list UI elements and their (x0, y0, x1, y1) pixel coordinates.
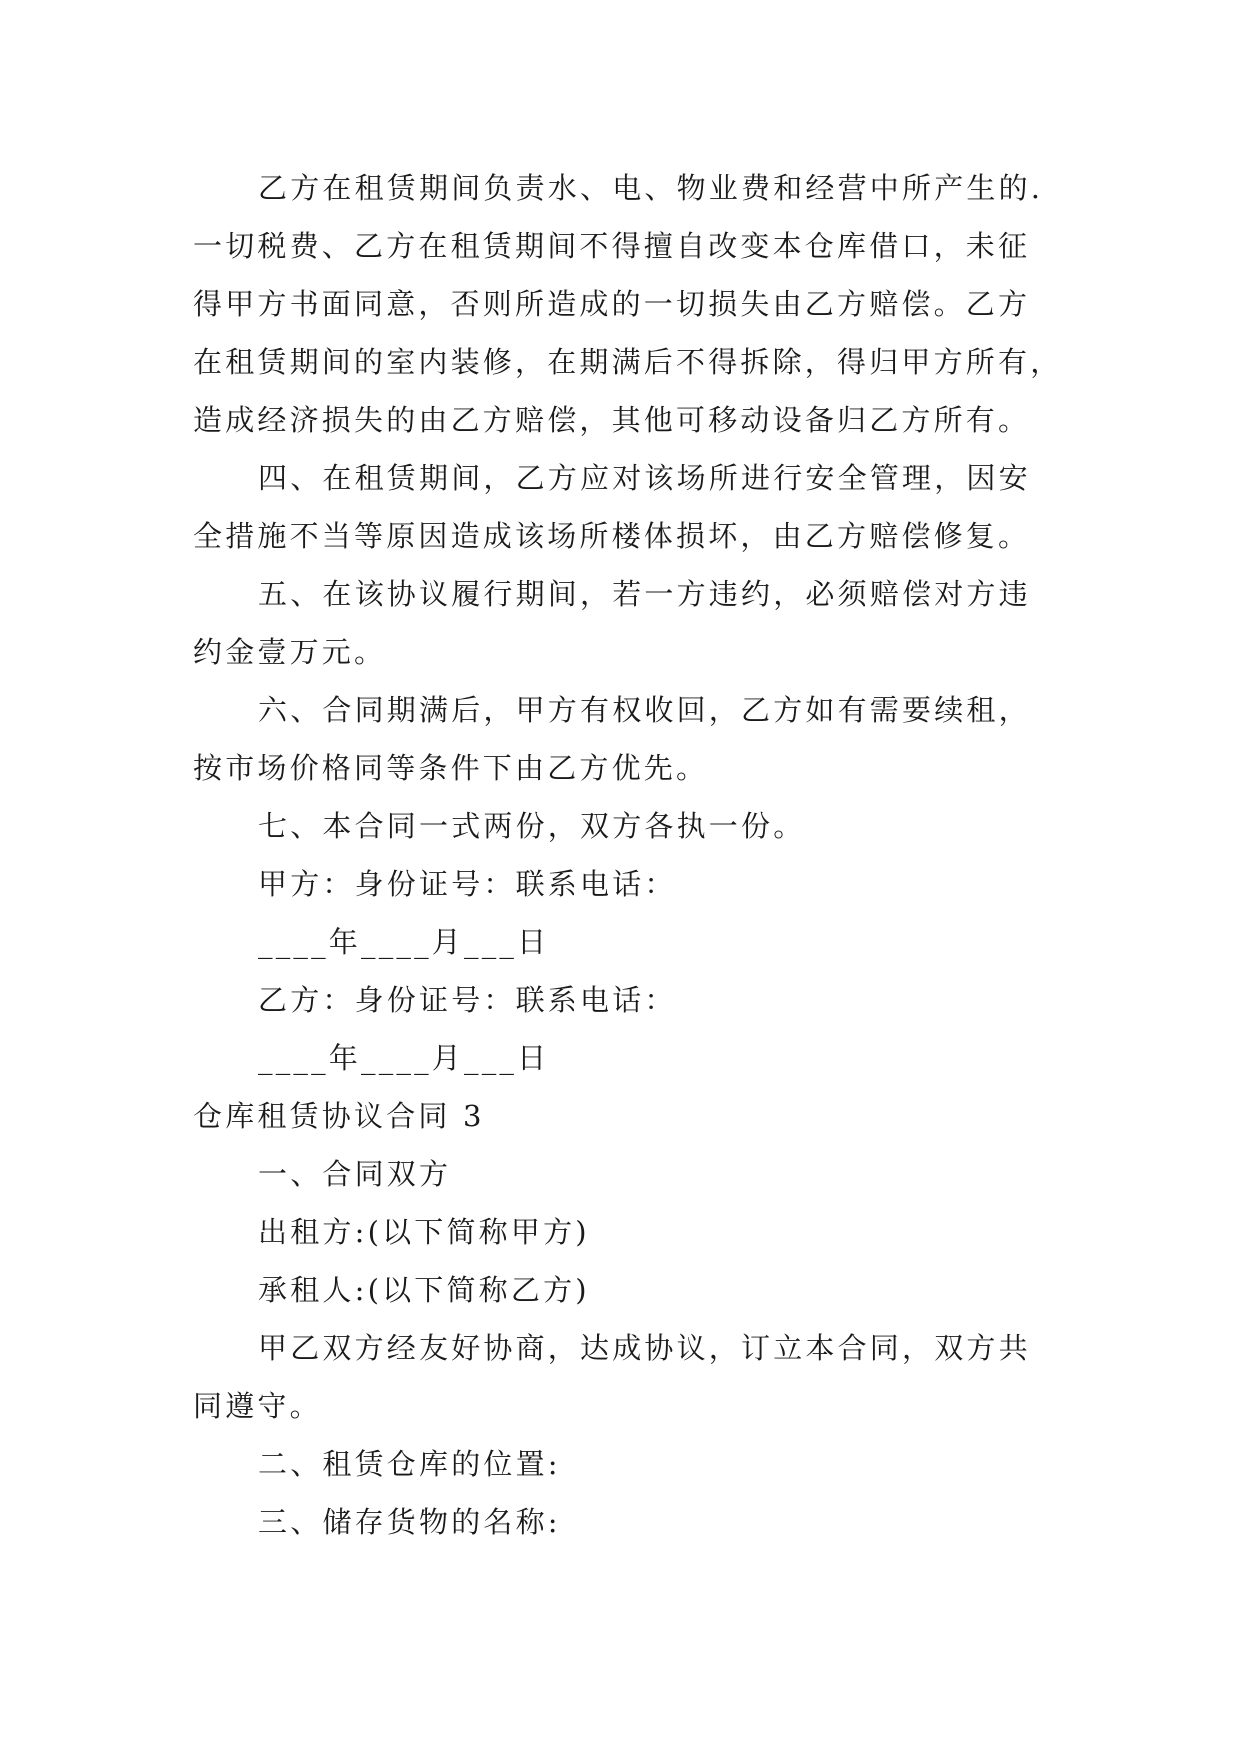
lessor-line: 出租方:(以下简称甲方) (258, 1215, 590, 1249)
section-heading: 仓库租赁协议合同 3 (193, 1099, 485, 1133)
paragraph-text: 约金壹万元。 (193, 635, 387, 669)
paragraph-text: 在租赁期间的室内装修，在期满后不得拆除，得归甲方所有， (193, 345, 1063, 379)
clause-three: 三、储存货物的名称: (258, 1505, 561, 1539)
paragraph-text: 造成经济损失的由乙方赔偿，其他可移动设备归乙方所有。 (193, 403, 1031, 437)
party-a-date-line: ____年____月___日 (258, 925, 550, 959)
party-b-signature-line: 乙方：身份证号：联系电话： (258, 983, 677, 1017)
clause-four: 四、在租赁期间，乙方应对该场所进行安全管理，因安 (258, 461, 1031, 495)
party-a-signature-line: 甲方：身份证号：联系电话： (258, 867, 677, 901)
paragraph-text: 同遵守。 (193, 1389, 322, 1423)
clause-five: 五、在该协议履行期间，若一方违约，必须赔偿对方违 (258, 577, 1031, 611)
clause-two: 二、租赁仓库的位置: (258, 1447, 561, 1481)
paragraph-text: 一切税费、乙方在租赁期间不得擅自改变本仓库借口，未征 (193, 229, 1031, 263)
paragraph-text: 得甲方书面同意，否则所造成的一切损失由乙方赔偿。乙方 (193, 287, 1031, 321)
clause-seven: 七、本合同一式两份，双方各执一份。 (258, 809, 806, 843)
paragraph-text: 甲乙双方经友好协商，达成协议，订立本合同，双方共 (258, 1331, 1031, 1365)
lessee-line: 承租人:(以下简称乙方) (258, 1273, 590, 1307)
paragraph-text: 全措施不当等原因造成该场所楼体损坏，由乙方赔偿修复。 (193, 519, 1031, 553)
paragraph-text: 按市场价格同等条件下由乙方优先。 (193, 751, 709, 785)
party-b-date-line: ____年____月___日 (258, 1041, 550, 1075)
clause-six: 六、合同期满后，甲方有权收回，乙方如有需要续租， (258, 693, 1031, 727)
clause-one: 一、合同双方 (258, 1157, 452, 1191)
paragraph-text: 乙方在租赁期间负责水、电、物业费和经营中所产生的. (258, 171, 1044, 205)
